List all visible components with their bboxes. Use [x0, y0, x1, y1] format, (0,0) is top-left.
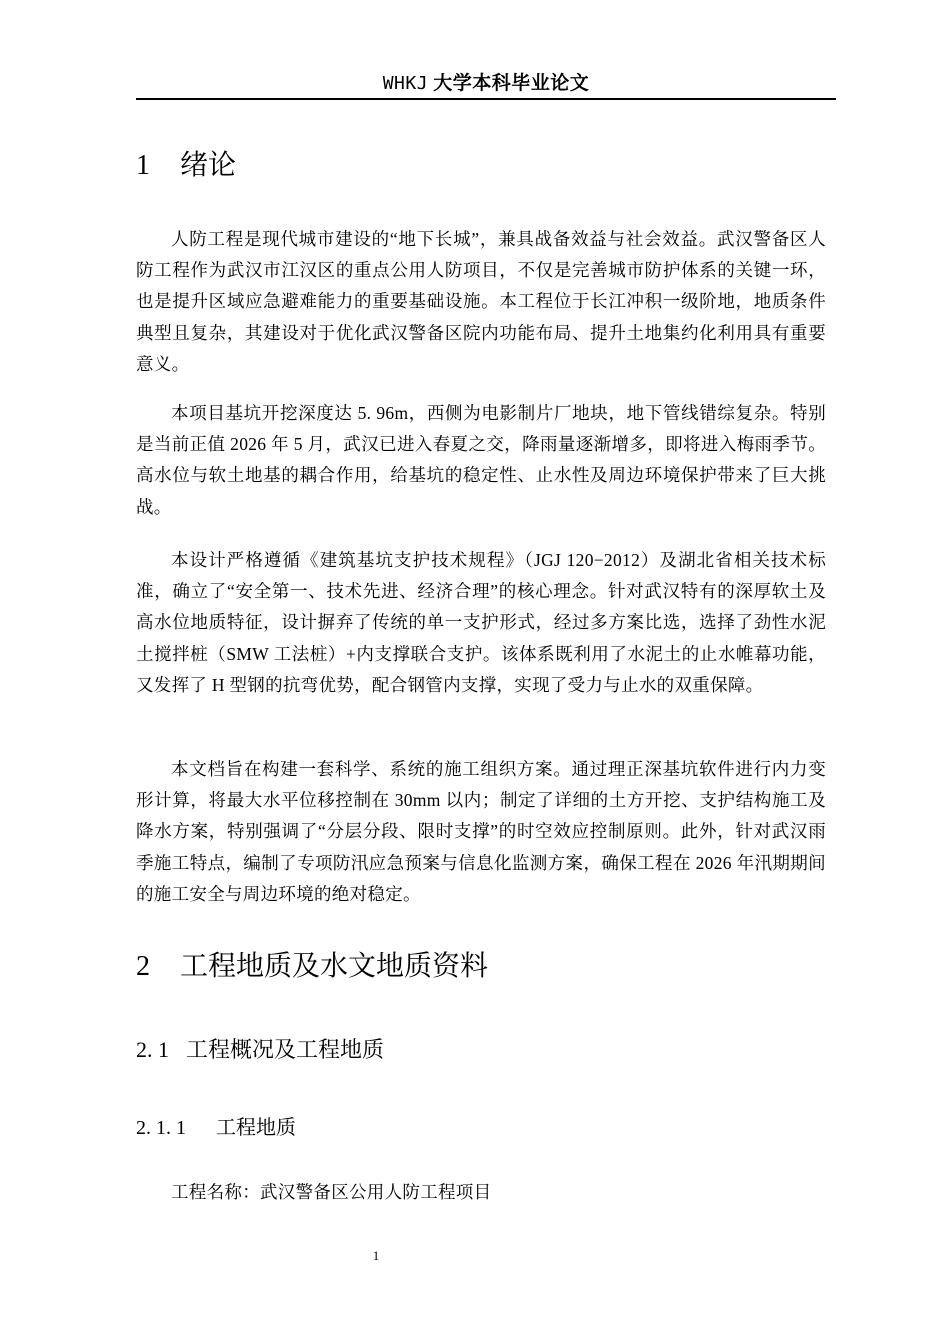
chapter-heading-intro [136, 147, 236, 184]
chapter-title: 绪论 [180, 148, 237, 181]
header-rule [136, 98, 836, 100]
header-title-text: 大学本科毕业论文 [433, 72, 590, 94]
section-title: 工程概况及工程地质 [186, 1038, 385, 1063]
intro-paragraph-2: 本项目基坑开挖深度达 5. 96m，西侧为电影制片厂地块，地下管线错综复杂。特别是当前正值 2026 年 5 月，武汉已进入春夏之交，降雨量逐渐增多，即将进入梅雨季节。高水位与软土地基的耦合作用，给基坑的稳定性、止水性及周边环境保护带来了巨大挑战。 [136, 403, 826, 517]
intro-paragraph-3: 本设计严格遵循《建筑基坑支护技术规程》（JGJ 120−2012）及湖北省相关技术标准，确立了“安全第一、技术先进、经济合理”的核心理念。针对武汉特有的深厚软土及高水位地质特征，设计摒弃了传统的单一支护形式，经过多方案比选，选择了劲性水泥土搅拌桩（SMW 工法桩）+内支撑联合支护。该体系既利用了水泥土的止水帷幕功能，又发挥了 H 型钢的抗弯优势，配合钢管内支撑，实现了受力与止水的双重保障。 [136, 550, 826, 695]
intro-paragraph-4: 本文档旨在构建一套科学、系统的施工组织方案。通过理正深基坑软件进行内力变形计算，将最大水平位移控制在 30mm 以内；制定了详细的土方开挖、支护结构施工及降水方案，特别强调了“分层分段、限时支撑”的时空效应控制原则。此外，针对武汉雨季施工特点，编制了专项防汛应急预案与信息化监测方案，确保工程在 2026 年汛期期间的施工安全与周边环境的绝对稳定。 [136, 759, 826, 904]
project-name-paragraph: 工程名称：武汉警备区公用人防工程项目 [171, 1182, 492, 1202]
intro-paragraph-1: 人防工程是现代城市建设的“地下长城”，兼具战备效益与社会效益。武汉警备区人防工程作为武汉市江汉区的重点公用人防项目，不仅是完善城市防护体系的关键一环，也是提升区域应急避难能力的重要基础设施。本工程位于长江冲积一级阶地，地质条件典型且复杂，其建设对于优化武汉警备区院内功能布局、提升土地集约化利用具有重要意义。 [136, 229, 826, 374]
chapter-heading-geology [136, 948, 488, 985]
section-number: 2. 1 [136, 1037, 169, 1062]
running-header [136, 70, 836, 97]
subsection-heading [136, 1113, 296, 1142]
subsection-title: 工程地质 [216, 1115, 296, 1139]
chapter-number: 2 [136, 951, 150, 982]
chapter-number: 1 [136, 150, 150, 181]
header-latin-text: WHKJ [382, 73, 429, 94]
page-number: 1 [372, 1248, 380, 1263]
chapter-title: 工程地质及水文地质资料 [180, 949, 489, 982]
section-heading [136, 1035, 384, 1066]
subsection-number: 2. 1. 1 [136, 1117, 186, 1139]
